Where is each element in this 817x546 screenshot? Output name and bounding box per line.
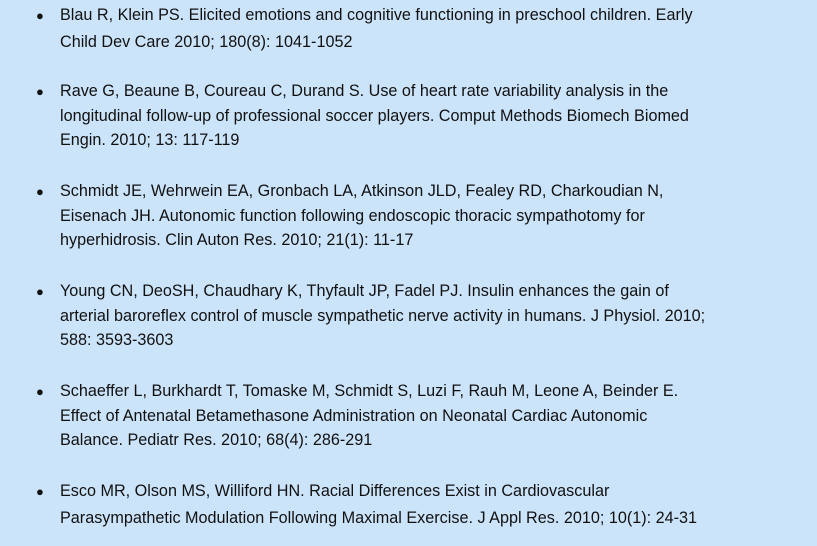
reference-line: arterial baroreflex control of muscle sympathetic nerve activity in humans. J Physiol. 2010; [60, 306, 706, 325]
reference-text [60, 479, 815, 530]
reference-line: hyperhidrosis. Clin Auton Res. 2010; 21(1): 11-17 [60, 231, 414, 250]
reference-line: Young CN, DeoSH, Chaudhary K, Thyfault JP, Fadel PJ. Insulin enhances the gain of [60, 282, 669, 300]
reference-line: Blau R, Klein PS. Elicited emotions and cognitive functioning in preschool children. Early [60, 6, 693, 24]
reference-line: Schaeffer L, Burkhardt T, Tomaske M, Schmidt S, Luzi F, Rauh M, Leone A, Beinder E. [60, 382, 679, 400]
reference-line: Rave G, Beaune B, Coureau C, Durand S. Use of heart rate variability analysis in the [60, 82, 669, 100]
reference-line: Parasympathetic Modulation Following Maximal Exercise. J Appl Res. 2010; 10(1): 24-31 [60, 508, 698, 527]
bullet-icon: ● [36, 184, 44, 199]
reference-line: Balance. Pediatr Res. 2010; 68(4): 286-291 [60, 431, 373, 450]
reference-line: longitudinal follow-up of professional soccer players. Comput Methods Biomech Biomed [60, 106, 689, 125]
reference-line: 588: 3593-3603 [60, 331, 174, 350]
reference-line: Esco MR, Olson MS, Williford HN. Racial Differences Exist in Cardiovascular [60, 482, 610, 500]
reference-text [60, 79, 815, 153]
reference-line: Schmidt JE, Wehrwein EA, Gronbach LA, Atkinson JLD, Fealey RD, Charkoudian N, [60, 182, 664, 200]
reference-text [60, 279, 815, 353]
bullet-icon: ● [36, 84, 44, 99]
reference-text [60, 379, 815, 453]
reference-text [60, 179, 815, 253]
bullet-icon: ● [36, 484, 44, 499]
reference-line: Eisenach JH. Autonomic function following endoscopic thoracic sympathotomy for [60, 206, 645, 225]
reference-line: Engin. 2010; 13: 117-119 [60, 131, 240, 150]
bullet-icon: ● [36, 8, 44, 23]
reference-text [60, 3, 815, 54]
reference-line: Child Dev Care 2010; 180(8): 1041-1052 [60, 32, 353, 51]
bullet-icon: ● [36, 284, 44, 299]
reference-line: Effect of Antenatal Betamethasone Administration on Neonatal Cardiac Autonomic [60, 406, 648, 425]
bullet-icon: ● [36, 384, 44, 399]
